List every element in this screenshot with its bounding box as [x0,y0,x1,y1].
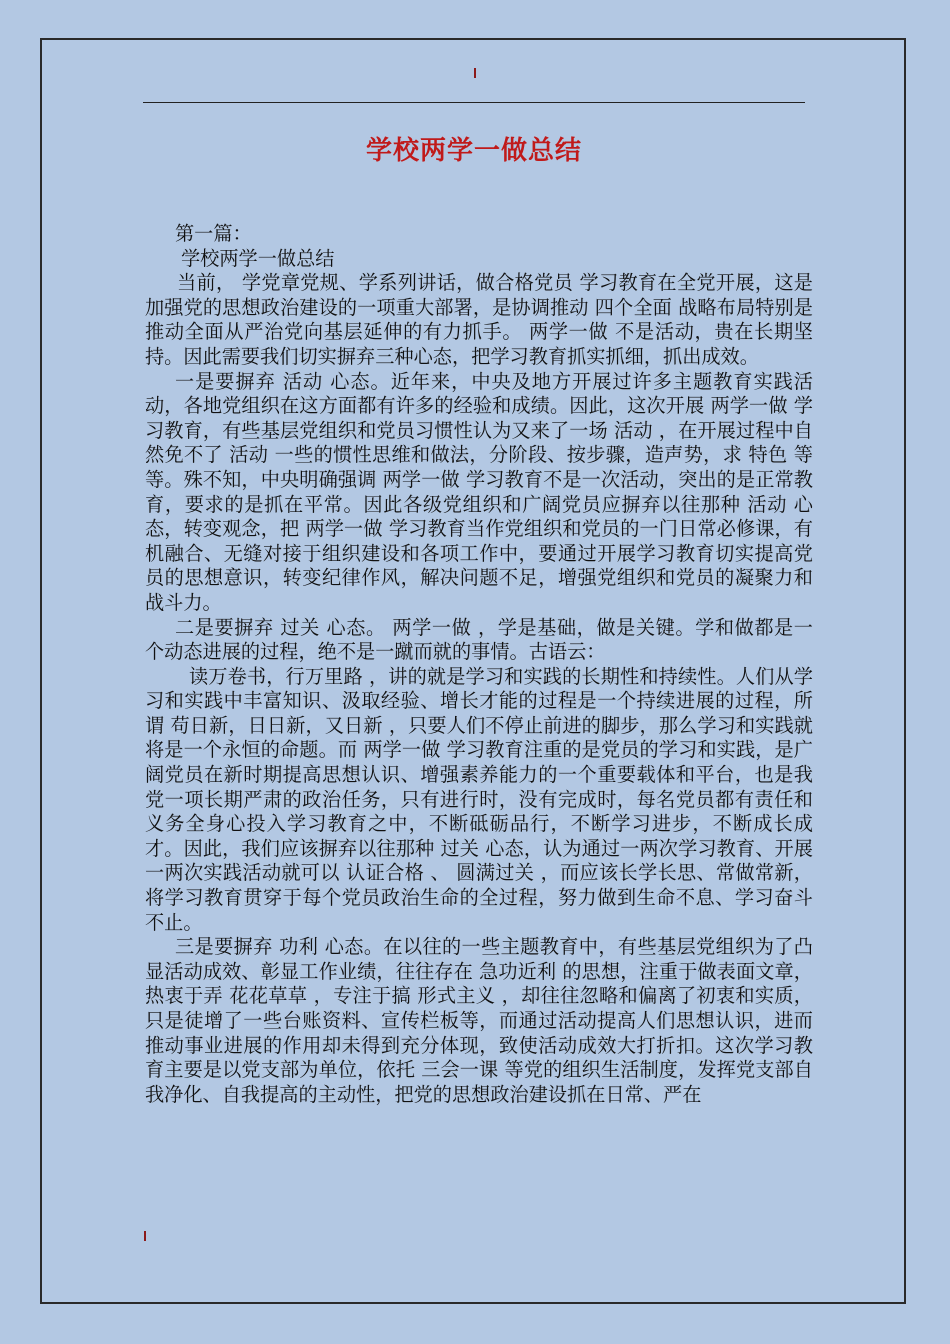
header-mark [474,68,476,78]
section-subtitle: 学校两学一做总结 [181,246,335,270]
paragraph-point-one: 一是要摒弃 活动 心态。近年来，中央及地方开展过许多主题教育实践活动，各地党组织在这方面都有许多的经验和成绩。因此，这次开展 两学一做 学习教育，有些基层党组织和党员习惯性认为又来了一场 活动 ，在开展过程中自然免不了 活动 一些的惯性思维和做法，分阶段、按步骤，造声势，求 特色 等等。殊不知，中央明确强调 两学一做 学习教育不是一次活动，突出的是正常教育，要求的是抓在平常。因此各级党组织和广阔党员应摒弃以往那种 活动 心态，转变观念，把 两学一做 学习教育当作党组织和党员的一门日常必修课，有机融合、无缝对接于组织建设和各项工作中，要通过开展学习教育切实提高党员的思想意识，转变纪律作风，解决问题不足，增强党组织和党员的凝聚力和战斗力。 [145,369,813,614]
footer-mark [144,1231,146,1241]
paragraph-point-two: 二是要摒弃 过关 心态。 两学一做 ，学是基础，做是关键。学和做都是一个动态进展的过程，绝不是一蹴而就的事情。古语云： [145,615,813,664]
paragraph-intro: 当前， 学党章党规、学系列讲话，做合格党员 学习教育在全党开展，这是加强党的思想政治建设的一项重大部署，是协调推动 四个全面 战略布局特别是推动全面从严治党向基层延伸的有力抓手。 两学一做 不是活动，贵在长期坚持。因此需要我们切实摒弃三种心态，把学习教育抓实抓细，抓出成效。 [145,271,813,368]
paragraph-point-three: 三是要摒弃 功利 心态。在以往的一些主题教育中，有些基层党组织为了凸显活动成效、彰显工作业绩，往往存在 急功近利 的思想，注重于做表面文章，热衷于弄 花花草草 ，专注于搞 形式主义 ，却往往忽略和偏离了初衷和实质，只是徒增了一些台账资料、宣传栏板等，而通过活动提高人们思想认识，进而推动事业进展的作用却未得到充分体现，致使活动成效大打折扣。这次学习教育主要是以党支部为单位，依托 三会一课 等党的组织生活制度，发挥党支部自我净化、自我提高的主动性，把党的思想政治建设抓在日常、严在 [145,935,813,1106]
document-body [145,222,813,1107]
document-title: 学校两学一做总结 [365,136,582,166]
header-rule [143,102,805,103]
section-label: 第一篇： [175,222,252,245]
paragraph-point-two-cont: 读万卷书，行万里路 ，讲的就是学习和实践的长期性和持续性。人们从学习和实践中丰富知识、汲取经验、增长才能的过程是一个持续进展的过程，所谓 苟日新，日日新，又日新 ，只要人们不停止前进的脚步，那么学习和实践就将是一个永恒的命题。而 两学一做 学习教育注重的是党员的学习和实践，是广阔党员在新时期提高思想认识、增强素养能力的一个重要载体和平台，也是我党一项长期严肃的政治任务，只有进行时，没有完成时，每名党员都有责任和义务全身心投入学习教育之中，不断砥砺品行，不断学习进步，不断成长成才。因此，我们应该摒弃以往那种 过关 心态，认为通过一两次学习教育、开展一两次实践活动就可以 认证合格 、 圆满过关 ，而应该长学长思、常做常新，将学习教育贯穿于每个党员政治生命的全过程，努力做到生命不息、学习奋斗不止。 [145,664,813,934]
